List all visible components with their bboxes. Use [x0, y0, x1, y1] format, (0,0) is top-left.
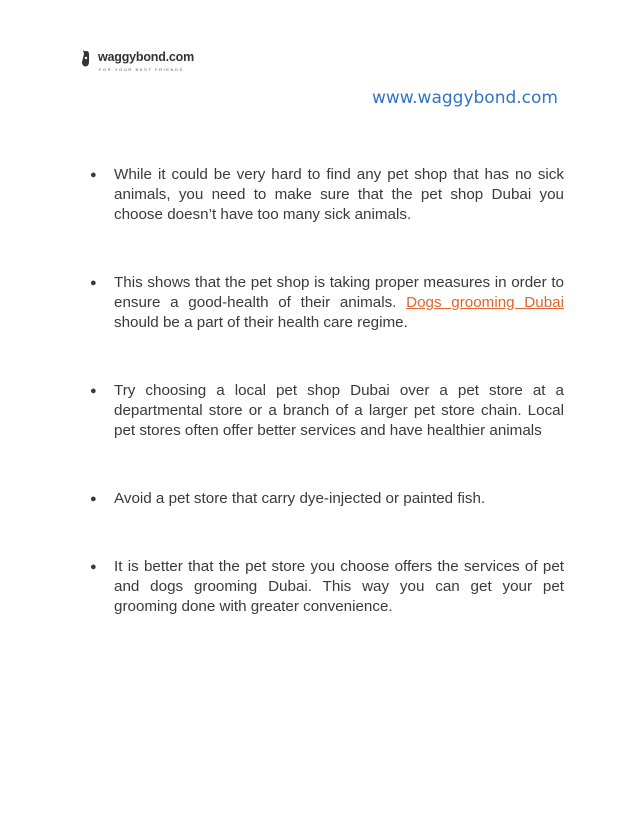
bullet-icon: ●: [90, 385, 97, 397]
bullet-text: It is better that the pet store you choose offers the services of pet and dogs grooming Dubai. This way you can get your pet grooming done with greater convenience.: [114, 558, 564, 615]
dogs-grooming-link[interactable]: Dogs grooming Dubai: [406, 294, 564, 311]
bullet-list: [90, 165, 564, 617]
bullet-text: Try choosing a local pet shop Dubai over a pet store at a departmental store or a branch of a larger pet store chain. Local pet stores often offer better services and have healthier animals: [114, 382, 564, 439]
bullet-text-after: should be a part of their health care regime.: [114, 314, 408, 331]
list-item: [90, 557, 564, 617]
list-item: [90, 381, 564, 441]
bullet-icon: ●: [90, 561, 97, 573]
bullet-icon: ●: [90, 493, 97, 505]
list-item: [90, 165, 564, 225]
bullet-text: This shows that the pet shop is taking proper measures in order to ensure a good-health of their animals.: [114, 274, 564, 311]
site-logo[interactable]: [80, 46, 200, 76]
bullet-text: While it could be very hard to find any pet shop that has no sick animals, you need to make sure that the pet shop Dubai you choose doesn’t have too many sick animals.: [114, 166, 564, 223]
bullet-icon: ●: [90, 277, 97, 289]
logo-tagline: FOR YOUR BEST FRIENDS: [99, 67, 184, 72]
bullet-icon: ●: [90, 169, 97, 181]
logo-name: waggybond.com: [98, 50, 195, 64]
list-item: [90, 273, 564, 333]
site-url-link[interactable]: www.waggybond.com: [372, 88, 558, 108]
bullet-text: Avoid a pet store that carry dye-injected or painted fish.: [114, 490, 486, 507]
list-item: [90, 489, 564, 509]
